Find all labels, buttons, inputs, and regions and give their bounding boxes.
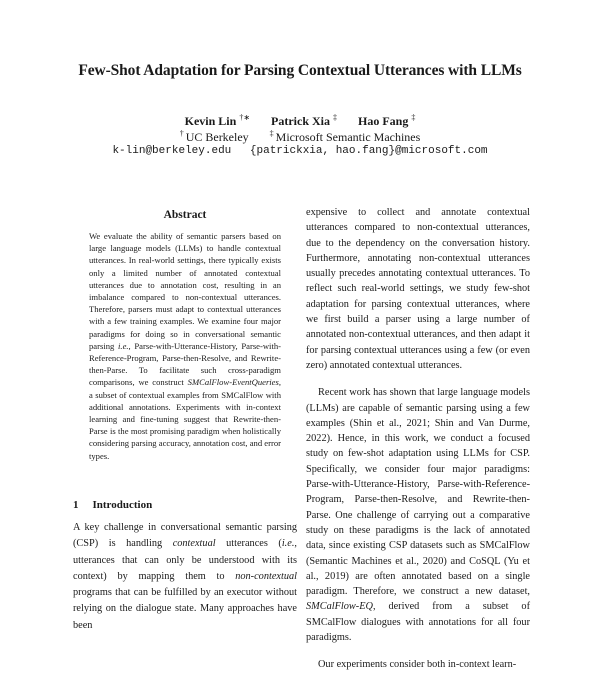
abstract-heading: Abstract <box>163 209 207 221</box>
email: k-lin@berkeley.edu <box>112 145 232 157</box>
right-column <box>306 205 530 673</box>
body-paragraph: expensive to collect and annotate contextual utterances compared to non-contextual utterances, due to the dependency on the conversation history. Furthermore, annotating non-contextual utterances usually precedes annotating contextual utterances. To reflect such real-world settings, we study few-shot adaptation for parsing contextual utterances, where we first build a parser using a large number of annotated non-contextual utterances, and then adapt it for parsing contextual utterances using a few (or even zero) annotated contextual utterances. <box>306 207 530 371</box>
abstract-text: We evaluate the ability of semantic parsers based on large language models (LLMs) to handle contextual utterances. In real-world settings, there typically exists only a limited number of annotated contextual utterances due to annotation cost, resulting in an imbalance compared to non-contextual utterances. Therefore, parsers must adapt to contextual utterances with a few training examples. We examine four major paradigms for doing so in conversational semantic parsing i.e., Parse-with-Utterance-History, Parse-with-Reference-Program, Parse-then-Resolve, and Rewrite-then-Parse. To facilitate such cross-paradigm comparisons, we construct SMCalFlow-EventQueries, a subset of contextual examples from SMCalFlow with additional annotations. Experiments with in-context learning and fine-tuning suggest that Rewrite-then-Parse is the most promising paradigm when holistically considering parsing accuracy, annotation cost, and error types. <box>89 231 281 461</box>
author: Kevin Lin †∗ <box>184 113 251 128</box>
paper-title: Few-Shot Adaptation for Parsing Contextual Utterances with LLMs <box>78 62 522 79</box>
body-paragraph: Our experiments consider both in-context learn- <box>318 659 517 671</box>
section-heading: 1 Introduction <box>73 499 153 511</box>
author: Hao Fang ‡ <box>358 113 416 128</box>
intro-paragraph: A key challenge in conversational semantic parsing (CSP) is handling contextual utterances (i.e., utterances that can only be understood with its context) by mapping them to non-contextual programs that can be fulfilled by an executor without relying on the dialogue state. Many approaches have been <box>73 522 297 631</box>
author-list <box>0 113 600 129</box>
body-paragraph: Recent work has shown that large language models (LLMs) are capable of semantic parsing using a few examples (Shin et al., 2021; Shin and Van Durme, 2022). Hence, in this work, we conduct a focused study on few-shot adaptation using LLMs for CSP. Specifically, we consider four major paradigms: Parse-with-Utterance-History, Parse-with-Reference-Program, Parse-then-Resolve, and Rewrite-then-Parse. One challenge of carrying out a comparative study on these paradigms is the lack of annotated data, since existing CSP datasets such as SMCalFlow (Semantic Machines et al., 2020) and CoSQL (Yu et al., 2019) are often annotated based on a single paradigm. Therefore, we construct a new dataset, SMCalFlow-EQ, derived from a subset of SMCalFlow dialogues with annotations for all four paradigms. <box>306 387 530 644</box>
author-emails <box>0 145 600 157</box>
affiliation: ‡ Microsoft Semantic Machines <box>269 129 421 144</box>
author: Patrick Xia ‡ <box>271 113 338 128</box>
affiliation-list <box>0 129 600 145</box>
email: {patrickxia, hao.fang}@microsoft.com <box>249 145 488 157</box>
affiliation: † UC Berkeley <box>179 129 249 144</box>
